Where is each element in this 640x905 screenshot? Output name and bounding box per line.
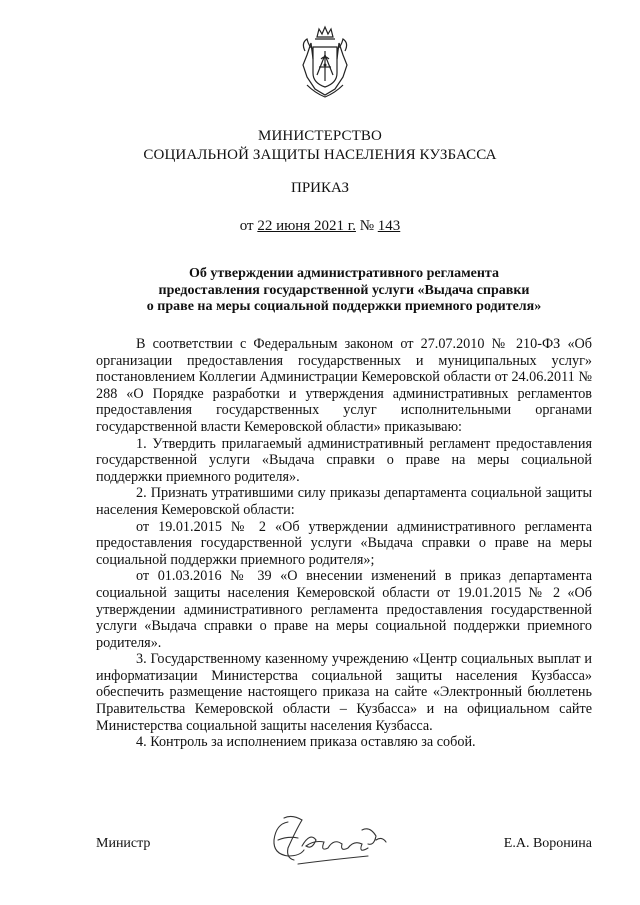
title-line-3: о праве на меры социальной поддержки приемного родителя»	[146, 299, 542, 314]
document-body	[96, 336, 592, 751]
number-prefix: №	[359, 218, 375, 234]
item-4: 4. Контроль за исполнением приказа оставляю за собой.	[136, 734, 476, 751]
title-line-2: предоставления государственной услуги «Выдача справки	[158, 282, 530, 298]
date-prefix: от	[239, 218, 254, 234]
signature-block	[96, 836, 592, 856]
order-number: 143	[377, 218, 401, 234]
coat-of-arms-icon	[297, 25, 353, 101]
ministry-line-2: СОЦИАЛЬНОЙ ЗАЩИТЫ НАСЕЛЕНИЯ КУЗБАССА	[143, 146, 497, 163]
order-date-number	[0, 218, 640, 235]
item-1: 1. Утвердить прилагаемый административный регламент предоставления государственной услуги «Выдача справки о праве на меры социальной поддержки приемного родителя».	[96, 435, 592, 485]
item-2b: от 01.03.2016 № 39 «О внесении изменений в приказ департамента социальной защиты населения Кемеровской области от 19.01.2015 № 2 «Об утверждении административного регламента предоставления государственной услуги «Выдача справки о праве на меры социальной поддержки приемного родителя».	[96, 568, 592, 651]
item-3: 3. Государственному казенному учреждению «Центр социальных выплат и информатизации Министерства социальной защиты населения Кузбасса» обеспечить размещение настоящего приказа на сайте «Электронный бюллетень Правительства Кемеровской области – Кузбасса» и на официальном сайте Министерства социальной защиты населения Кузбасса.	[96, 651, 592, 734]
ministry-name	[0, 127, 640, 164]
intro-paragraph: В соответствии с Федеральным законом от 27.07.2010 № 210-ФЗ «Об организации предоставления государственных и муниципальных услуг» постановлением Коллегии Администрации Кемеровской области от 24.06.2011 № 288 «О Порядке разработки и утверждения административных регламентов предоставления государственных услуг исполнительными органами государственной власти Кемеровской области» приказываю:	[96, 336, 592, 435]
ministry-line-1: МИНИСТЕРСТВО	[258, 128, 382, 144]
signatory-name: Е.А. Воронина	[503, 836, 592, 851]
order-heading: ПРИКАЗ	[291, 180, 349, 196]
signatory-role: Министр	[96, 836, 151, 851]
order-date: 22 июня 2021 г.	[257, 218, 356, 234]
item-2: 2. Признать утратившими силу приказы департамента социальной защиты населения Кемеровской области:	[96, 485, 592, 518]
title-line-1: Об утверждении административного регламента	[189, 266, 499, 281]
document-title	[96, 266, 592, 316]
item-2a: от 19.01.2015 № 2 «Об утверждении административного регламента предоставления государственной услуги «Выдача справки о праве на меры социальной поддержки приемного родителя»;	[96, 518, 592, 568]
